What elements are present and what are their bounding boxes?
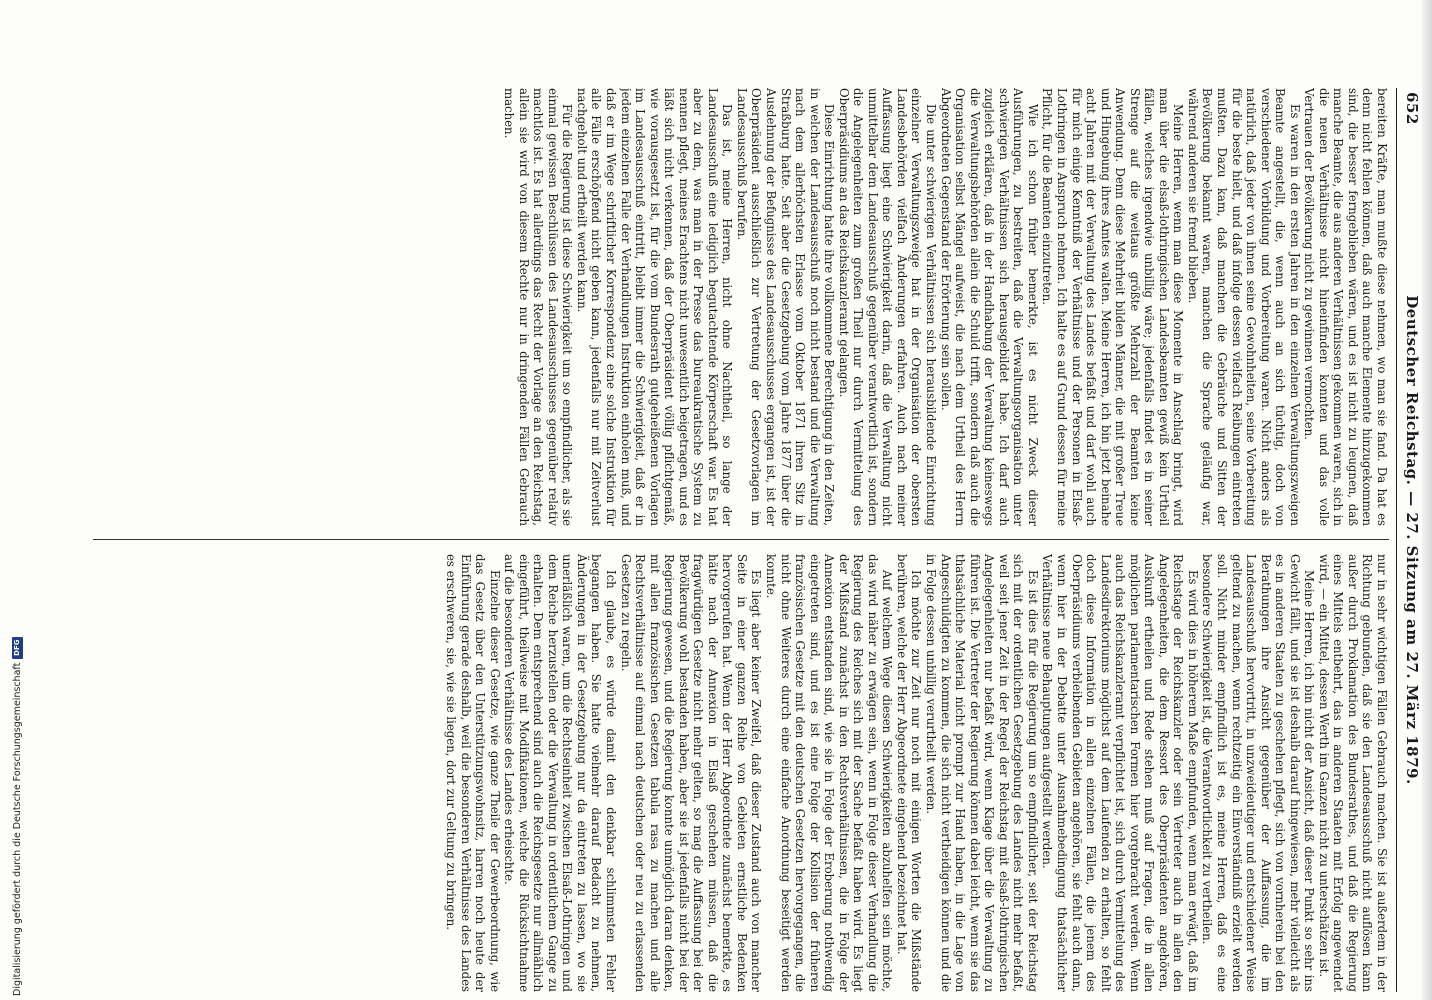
credit-text: Digitalisierung gefördert durch die Deutsche Forschungsgemeinschaft — [11, 662, 23, 996]
header-rule — [1396, 88, 1397, 992]
dfg-logo: DFG — [12, 637, 23, 659]
running-title: Deutscher Reichstag. — 27. Sitzung am 27. März 1879. — [1403, 295, 1421, 785]
paragraph: Wie ich schon früher bemerkte, ist es nicht Zweck dieser Ausführungen, zu bestreiten, daß die Verwaltungsorganisation unter schwierigen Verhältnissen sich herausgebildet habe. Ich darf auch zugleich erklären, daß in der Handhabung der Verwaltung keineswegs die Verwaltungsbehörden allein die Schuld trifft, sondern daß auch die Organisation selbst Mängel aufweist, die nach dem Urtheil des Herrn Abgeordneten Gegenstand der Erörterung sein sollen. — [938, 88, 1040, 526]
paragraph: Es waren in den ersten Jahren in den einzelnen Verwaltungszweigen Beamte angestellt, die, wenn auch an sich tüchtig, doch von verschiedener Vorbildung und Vorbereitung waren. Nicht anders als natürlich, daß jeder von ihnen seine Gewohnheiten, seine Vorbereitung für die beste hielt, und daß infolge dessen vielfach Reibungen eintreten mußten. Dazu kam, daß manchen die Gebräuche und Sitten der Bevölkerung bekannt waren, manchen die Sprache geläufig war, während anderen sie fremd blieben. — [1185, 88, 1302, 526]
right-column — [93, 554, 1389, 992]
page-header — [1397, 88, 1425, 992]
paragraph: Ich glaube, es würde damit den denkbar schlimmsten Fehler begangen haben. Sie hatte vielmehr darauf Bedacht zu nehmen, Änderungen in der Gesetzgebung nur da eintreten zu lassen, wo sie unerläßlich waren, um die Rechtseinheit zwischen Elsaß-Lothringen und dem Reiche herzustellen oder die Verwaltung in ordentlichem Gange zu erhalten. Dem entsprechend sind auch die Reichsgesetze nur allmählich eingeführt, theilweise mit Modifikationen, welche die Rücksichtnahme auf die besonderen Verhältnisse des Landes erheischte. — [502, 554, 619, 992]
left-column — [93, 88, 1389, 526]
paragraph: Meine Herren, wenn man diese Momente in Anschlag bringt, wird man über die elsaß-lothringischen Landesbeamten gewiß kein Urtheil fällen, welches irgendwie unbillig wäre; jedenfalls findet es in seiner Strenge auf die weitaus größte Mehrzahl der Beamten keine Anwendung. Denn diese Mehrheit bilden Männer, die mit großer Treue und Hingebung ihres Amtes walten. Meine Herren, ich bin jetzt beinahe acht Jahren mit der Verwaltung des Landes befaßt und darf wohl auch für mich einige Kenntniß der Verhältnisse und der Personen in Elsaß-Lothringen in Anspruch nehmen. Ich halte es auf Grund dessen für meine Pflicht, für die Beamten einzutreten. — [1040, 88, 1186, 526]
paragraph: Es ist dies für die Regierung um so empfindlicher, seit der Reichstag sich mit der ordentlichen Gesetzgebung des Landes nicht mehr befaßt, weil seit jener Zeit in der Regel der Reichstag mit elsaß-lothringischen Angelegenheiten nur befaßt wird, wenn Klage über die Verwaltung zu führen ist. Die Vertreter der Regierung können dabei leicht, wenn sie das thatsächliche Material nicht prompt zur Hand haben, in die Lage von Angeschuldigten zu kommen, die sich nicht vertheidigen können und die in Folge dessen unbillig verurtheilt werden. — [924, 554, 1040, 992]
paragraph: Es wird dies in höherem Maße empfunden, wenn man erwägt, daß im Reichstage der Reichskanzler oder sein Vertreter auch in allen den Angelegenheiten, die dem Ressort des Oberpräsidenten angehören, Auskunft ertheilen und Rede stehen muß auf Fragen, die in allen möglichen parlamentarischen Formen hier vorgebracht werden. Wenn auch das Reichskanzleramt verpflichtet ist, sich durch Vermittelung des Landesdirektoriums möglichst auf dem Laufenden zu erhalten, so fehlt doch diese Information in allen einzelnen Fällen, die jenem des Oberpräsidiums verbleibenden Gebieten angehören, sie fehlt auch dann, wenn hier in der Debatte unter Ausnahmebedingung thatsächlicher Verhältnisse neue Behauptungen aufgestellt werden. — [1040, 554, 1200, 992]
rotated-print-page — [85, 88, 1425, 992]
paragraph: Diese Einrichtung hatte ihre vollkommene Berechtigung in den Zeiten, in welchen der Landesausschuß noch nicht bestand und die Verwaltung nach dem allerhöchsten Erlasse vom Oktober 1871 ihren Sitz in Straßburg hatte. Seit aber die Gesetzgebung vom Jahre 1877 über die Ausdehnung der Befugnisse des Landesausschusses ergangen ist, ist der Oberpräsident ausschließlich zur Vertretung der Gesetzvorlagen im Landesausschuß berufen. — [734, 88, 837, 526]
paragraph: Auf welchem Wege diesen Schwierigkeiten abzuhelfen sein möchte, das wird näher zu erwägen sein, wenn in Folge dieser Verhandlung die Regierung des Reiches sich mit der Sache befaßt haben wird. Es liegt der Mißstand zunächst in den Rechtsverhältnissen, die in Folge der Annexion entstanden sind, wie sie in Folge der Eroberung nothwendig eingetreten sind, und es ist eine Folge der Kollision der früheren französischen Gesetze mit den deutschen Gesetzen hervorgegangen, die nicht ohne Weiteres durch eine einfache Anordnung beseitigt werden konnte. — [764, 554, 895, 992]
paragraph: Es liegt aber keiner Zweifel, daß dieser Zustand auch von mancher Seite in einer ganzen Reihe von Gebieten ernstliche Bedenken hervorgerufen hat. Wenn der Herr Abgeordnete zunächst bemerkte, es hätte nach der Annexion in Elsaß geschehen müssen, daß die fragwürdigen Gesetze nicht mehr gelten, so mag die Auffassung bei der Bevölkerung wohl bestanden haben, aber sie ist jedenfalls nicht bei der Regierung gewesen, und die Regierung konnte unmöglich daran denken, mit allen französischen Gesetzen tabula rasa zu machen und alle Rechtsverhältnisse auf einmal nach deutschen oder neu zu erlassenden Gesetzen zu regeln. — [618, 554, 764, 992]
paragraph: bereiten Kräfte, man mußte diese nehmen, wo man sie fand. Da hat es denn nicht fehlen können, daß auch manche Elemente hinzugekommen sind, die besser ferngeblieben wären, und es ist nicht zu leugnen, daß manche Beamte, die aus anderen Verhältnissen gekommen waren, sich in die neuen Verhältnisse nicht hineinfinden konnten und das volle Vertrauen der Bevölkerung nicht zu gewinnen vermochten. — [1302, 88, 1389, 526]
paragraph: Die unter schwierigen Verhältnissen sich herausbildende Einrichtung einzelner Verwaltungszweige hat in der Organisation der obersten Landesbehörden vielfach Änderungen erfahren. Auch nach meiner Auffassung liegt eine Schwierigkeit darin, daß die Verwaltung nicht unmittelbar dem Landesausschuß gegenüber verantwortlich ist, sondern die Angelegenheiten zum großen Theil nur durch Vermittelung des Oberpräsidiums an das Reichskanzleramt gelangen. — [836, 88, 939, 526]
paragraph: Einzelne dieser Gesetze, wie ganze Theile der Gewerbeordnung, wie das Gesetz über den Unterstützungswohnsitz, harren noch heute der Einführung gerade deshalb, weil die besonderen Verhältnisse des Landes es erschweren, sie, wie sie liegen, dort zur Geltung zu bringen. — [444, 554, 502, 992]
paragraph: Meine Herren, ich bin nicht der Ansicht, daß dieser Punkt so sehr ins Gewicht fällt, und sie ist deshalb darauf hingewiesen, mehr vielleicht als es in anderen Staaten zu geschehen pflegt, sich von vornherein bei den Berathungen ihre Ansicht gegenüber der Auffassung, die im Landesausschuß hervortritt, in unzweideutiger und entschiedener Weise geltend zu machen, wenn rechtzeitig ein Einverständniß erzielt werden soll. Nicht minder empfindlich ist es, meine Herren, daß es eine besondere Schwierigkeit ist, die Verantwortlichkeit zu vertheilen. — [1200, 554, 1317, 992]
scan-edge — [1422, 0, 1432, 1000]
paragraph: Für die Regierung ist diese Schwierigkeit um so empfindlicher, als sie einmal gewissen Beschlüssen des Landesausschusses gegenüber relativ machtlos ist. Es hat allerdings das Recht der Vorlage an den Reichstag, allein sie wird von diesem Rechte nur in dringenden Fällen Gebrauch machen. — [502, 88, 575, 526]
paragraph: Das ist, meine Herren, nicht ohne Nachtheil, so lange der Landesausschuß eine lediglich begutachtende Körperschaft war. Es hat aber zu dem, was man in der Presse das bureaukratische System zu nennen pflegt, meines Erachtens nicht unwesentlich beigetragen, und es läßt sich nicht verkennen, daß der Oberpräsident völlig pflichtgemäß, wie vorausgesetzt ist, für die vom Bundesrath gutgeheißenen Vorlagen im Landesausschuß eintritt, bleibt immer die Schwierigkeit, daß er in jedem einzelnen Falle der Verhandlungen Instruktion einholen muß, und daß er im Wege schriftlicher Korrespondenz eine solche Instruktion für alle Fälle erschöpfend nicht geben kann, jedenfalls nur mit Zeitverlust nachgeholt und ertheilt werden kann. — [574, 88, 735, 526]
paragraph: Ich möchte zur Zeit nur noch mit einigen Worten die Mißstände berühren, welche der Herr Abgeordnete eingehend bezeichnet hat. — [894, 554, 924, 992]
digitization-credit — [10, 596, 24, 996]
page-number: 652 — [1403, 92, 1421, 125]
paragraph: nur in sehr wichtigen Fällen Gebrauch machen. Sie ist außerdem in der Richtung gebunden, daß sie den Landesausschuß nicht auflösen kann außer durch Proklamation des Bundesrathes, und daß die Regierung eines Mittels entbehrt, das in anderen Staaten mit Erfolg angewendet wird, — ein Mittel, dessen Werth im Ganzen nicht zu unterschätzen ist. — [1316, 554, 1389, 992]
column-divider — [93, 539, 1389, 540]
